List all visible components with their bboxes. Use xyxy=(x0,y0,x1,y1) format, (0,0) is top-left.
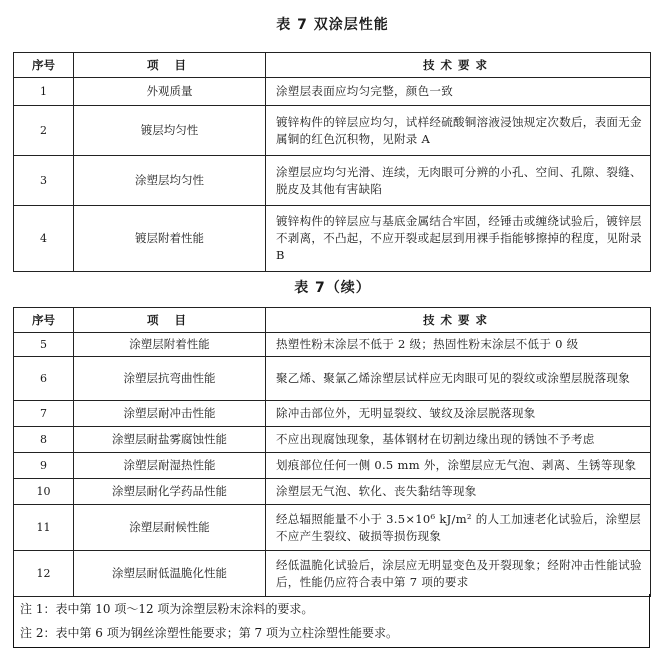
table-notes xyxy=(13,594,650,648)
table-row xyxy=(14,479,651,505)
table-row xyxy=(14,427,651,453)
row-no: 1 xyxy=(14,78,74,106)
row-requirement: 划痕部位任何一侧 0.5 mm 外，涂塑层应无气泡、剥离、生锈等现象 xyxy=(266,453,651,479)
header-item: 项 目 xyxy=(74,53,266,78)
row-item: 涂塑层抗弯曲性能 xyxy=(74,357,266,401)
header-no: 序号 xyxy=(14,53,74,78)
note-1: 注 1：表中第 10 项～12 项为涂塑层粉末涂料的要求。 xyxy=(20,602,314,616)
table-double-coating-performance-continued xyxy=(13,307,651,597)
row-item: 外观质量 xyxy=(74,78,266,106)
header-no: 序号 xyxy=(14,308,74,333)
row-no: 8 xyxy=(14,427,74,453)
row-requirement: 热塑性粉末涂层不低于 2 级；热固性粉末涂层不低于 0 级 xyxy=(266,333,651,357)
row-item: 镀层附着性能 xyxy=(74,206,266,272)
row-item: 涂塑层耐候性能 xyxy=(74,505,266,551)
row-item: 涂塑层耐盐雾腐蚀性能 xyxy=(74,427,266,453)
row-requirement: 涂塑层应均匀光滑、连续，无肉眼可分辨的小孔、空间、孔隙、裂缝、脱皮及其他有害缺陷 xyxy=(266,156,651,206)
table-row xyxy=(14,206,651,272)
row-requirement: 经总辐照能量不小于 3.5×10⁶ kJ/m² 的人工加速老化试验后，涂塑层不应产生裂纹、破损等损伤现象 xyxy=(266,505,651,551)
header-requirement: 技术要求 xyxy=(266,53,651,78)
table-header-row xyxy=(14,53,651,78)
row-item: 镀层均匀性 xyxy=(74,106,266,156)
row-no: 5 xyxy=(14,333,74,357)
table-row xyxy=(14,156,651,206)
row-requirement: 镀锌构件的锌层应与基底金属结合牢固，经锤击或缠绕试验后，镀锌层不剥离，不凸起，不应开裂或起层到用裸手指能够擦掉的程度，见附录 B xyxy=(266,206,651,272)
row-no: 11 xyxy=(14,505,74,551)
row-requirement: 除冲击部位外，无明显裂纹、皱纹及涂层脱落现象 xyxy=(266,401,651,427)
table-row xyxy=(14,106,651,156)
row-no: 10 xyxy=(14,479,74,505)
table-double-coating-performance xyxy=(13,52,651,272)
row-no: 9 xyxy=(14,453,74,479)
header-item: 项 目 xyxy=(74,308,266,333)
row-requirement: 不应出现腐蚀现象，基体钢材在切割边缘出现的锈蚀不予考虑 xyxy=(266,427,651,453)
row-requirement: 涂塑层表面应均匀完整，颜色一致 xyxy=(266,78,651,106)
note-2: 注 2：表中第 6 项为钢丝涂塑性能要求；第 7 项为立柱涂塑性能要求。 xyxy=(20,626,398,640)
row-item: 涂塑层均匀性 xyxy=(74,156,266,206)
row-no: 2 xyxy=(14,106,74,156)
row-no: 4 xyxy=(14,206,74,272)
table-row xyxy=(14,551,651,597)
table2-title: 表 7（续） xyxy=(294,280,371,296)
table-row xyxy=(14,333,651,357)
row-no: 3 xyxy=(14,156,74,206)
table-row xyxy=(14,78,651,106)
row-requirement: 镀锌构件的锌层应均匀，试样经硫酸铜溶液浸蚀规定次数后，表面无金属铜的红色沉积物，见附录 A xyxy=(266,106,651,156)
table-row xyxy=(14,453,651,479)
header-requirement: 技术要求 xyxy=(266,308,651,333)
table-row xyxy=(14,505,651,551)
row-item: 涂塑层耐湿热性能 xyxy=(74,453,266,479)
row-item: 涂塑层耐化学药品性能 xyxy=(74,479,266,505)
table1-title: 表 7 双涂层性能 xyxy=(276,17,389,33)
row-requirement: 涂塑层无气泡、软化、丧失黏结等现象 xyxy=(266,479,651,505)
table-header-row xyxy=(14,308,651,333)
row-requirement: 聚乙烯、聚氯乙烯涂塑层试样应无肉眼可见的裂纹或涂塑层脱落现象 xyxy=(266,357,651,401)
row-item: 涂塑层耐低温脆化性能 xyxy=(74,551,266,597)
row-item: 涂塑层附着性能 xyxy=(74,333,266,357)
table-row xyxy=(14,401,651,427)
row-no: 6 xyxy=(14,357,74,401)
table-row xyxy=(14,357,651,401)
row-no: 7 xyxy=(14,401,74,427)
row-requirement: 经低温脆化试验后，涂层应无明显变色及开裂现象；经附冲击性能试验后，性能仍应符合表中第 7 项的要求 xyxy=(266,551,651,597)
row-item: 涂塑层耐冲击性能 xyxy=(74,401,266,427)
row-no: 12 xyxy=(14,551,74,597)
